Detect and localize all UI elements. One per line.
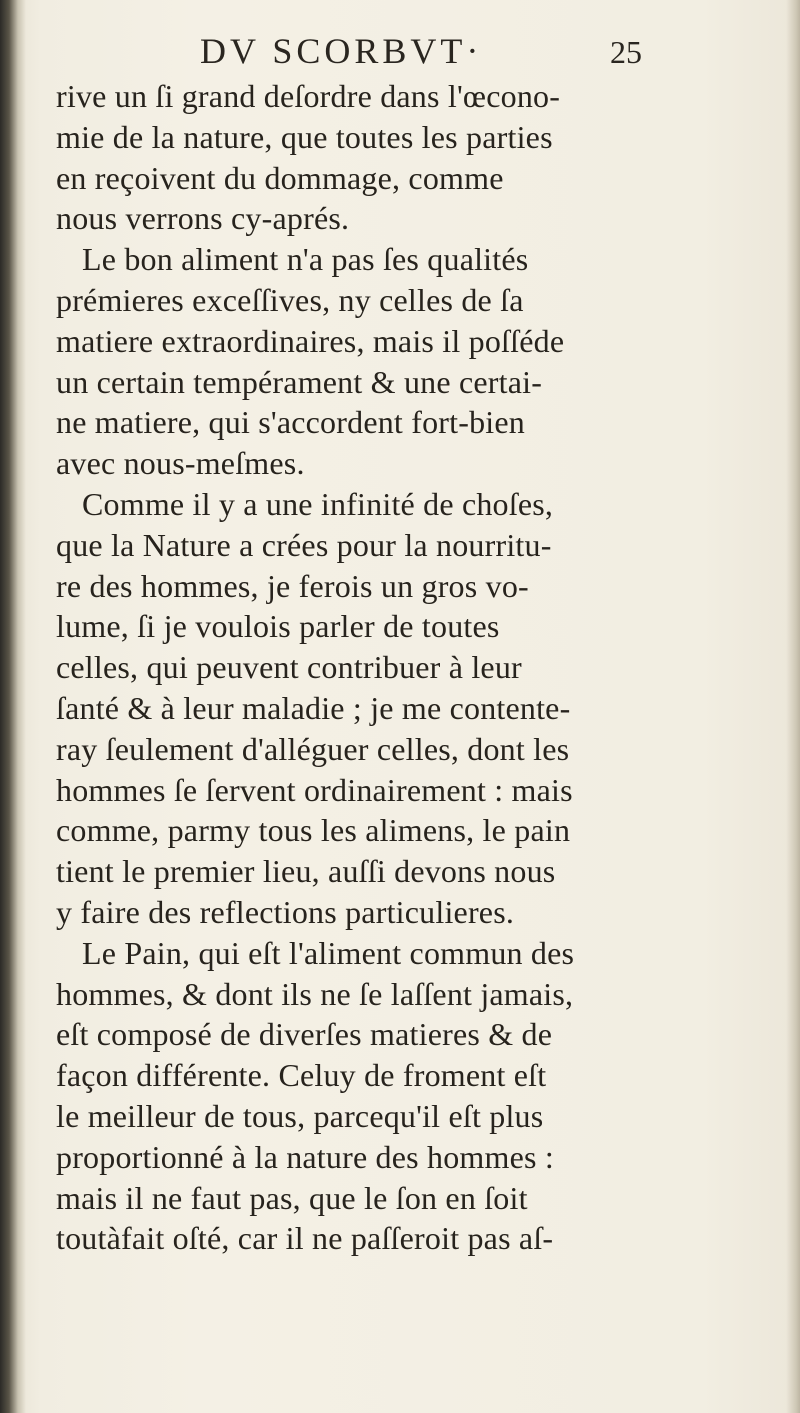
paragraph-start-line: Le bon aliment n'a pas ſes qualités [82,241,529,278]
text-line: mais il ne faut pas, que le ſon en ſoit [56,1179,528,1216]
text-line: que la Nature a crées pour la nourritu- [56,526,552,563]
text-line: ray ſeulement d'alléguer celles, dont les [56,730,570,767]
text-line: avec nous-meſmes. [56,445,305,482]
page-edge-shadow [786,0,800,1413]
page-header [60,30,660,80]
text-line: lume, ſi je voulois parler de toutes [56,608,500,645]
text-line: celles, qui peuvent contribuer à leur [56,649,522,686]
paragraph-start-line: Comme il y a une infinité de choſes, [82,485,554,522]
page-number: 25 [610,34,642,70]
text-line: mie de la nature, que toutes les parties [56,118,553,155]
text-line: comme, parmy tous les alimens, le pain [56,812,571,849]
text-line: y faire des reflections particulieres. [56,893,515,930]
text-line: prémieres exceſſives, ny celles de ſa [56,281,524,318]
text-line: tient le premier lieu, auſſi devons nous [56,853,556,890]
text-line: eſt composé de diverſes matieres & de [56,1016,553,1053]
text-line: toutàfait oſté, car il ne paſſeroit pas aſ- [56,1220,554,1257]
text-line: ſanté & à leur maladie ; je me contente- [56,689,571,726]
text-line: le meilleur de tous, parcequ'il eſt plus [56,1097,544,1134]
text-line: hommes ſe ſervent ordinairement : mais [56,771,573,808]
text-line: en reçoivent du dommage, comme [56,159,504,196]
text-line: re des hommes, je ferois un gros vo- [56,567,529,604]
text-line: proportionné à la nature des hommes : [56,1138,554,1175]
text-line: matiere extraordinaires, mais il poſſéde [56,322,565,359]
text-line: ne matiere, qui s'accordent fort-bien [56,404,525,441]
body-text [56,76,656,1259]
text-line: hommes, & dont ils ne ſe laſſent jamais, [56,975,574,1012]
text-line: façon différente. Celuy de froment eſt [56,1057,547,1094]
running-head: DV SCORBVT· [200,31,483,71]
page-binding-shadow [0,0,26,1413]
text-line: un certain tempérament & une certai- [56,363,543,400]
text-line: nous verrons cy-aprés. [56,200,350,237]
text-line: rive un ſi grand deſordre dans l'œcono- [56,78,561,114]
paragraph-start-line: Le Pain, qui eſt l'aliment commun des [82,934,575,971]
